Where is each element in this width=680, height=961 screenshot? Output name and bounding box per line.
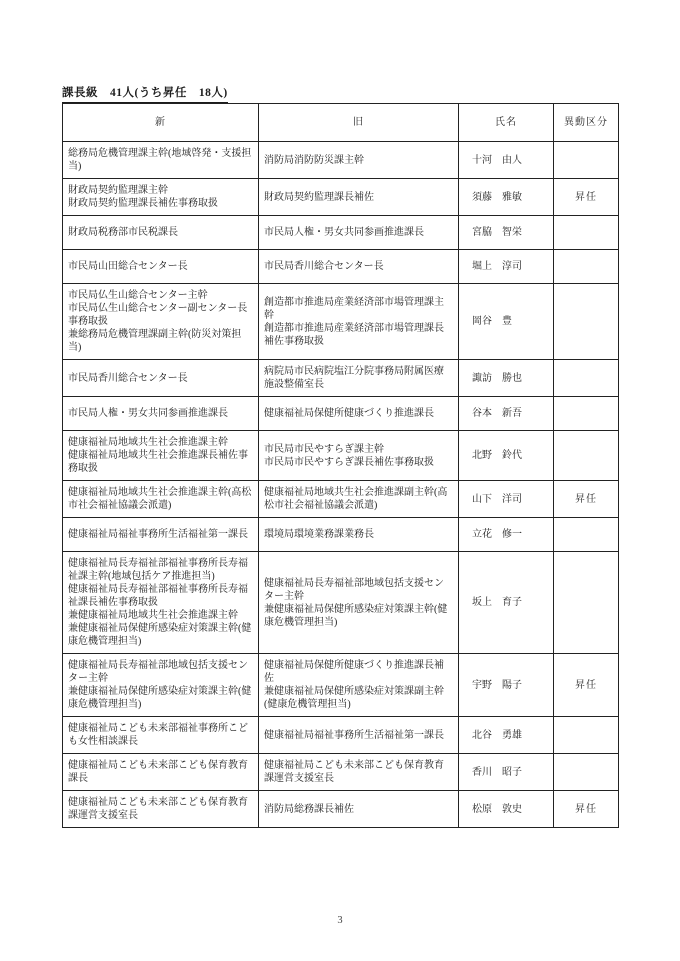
cell-old-position — [259, 360, 459, 397]
position-line: 健康福祉局長寿福祉部福祉事務所長寿福祉課主幹(地域包括ケア推進担当) — [68, 558, 248, 582]
position-line: 兼健康福祉局保健所感染症対策課主幹(健康危機管理担当) — [68, 623, 252, 647]
position-line: 財政局契約監理課主幹 — [68, 185, 168, 196]
cell-person-name: 宇野 陽子 — [459, 654, 554, 717]
header-old-position: 旧 — [259, 104, 459, 142]
position-line: 健康福祉局長寿福祉部地域包括支援センター主幹 — [68, 660, 248, 684]
position-line: 総務局危機管理課主幹(地域啓発・支援担当) — [68, 148, 252, 172]
position-line: 健康福祉局保健所健康づくり推進課長 — [264, 408, 434, 419]
cell-person-name: 諏訪 勝也 — [459, 360, 554, 397]
position-line: 市民局山田総合センター長 — [68, 261, 188, 272]
section-title: 課長級 41人(うち昇任 18人) — [62, 84, 228, 103]
cell-transfer-category — [554, 284, 619, 360]
cell-new-position — [63, 431, 259, 481]
cell-person-name: 山下 洋司 — [459, 481, 554, 518]
personnel-transfer-table — [62, 103, 619, 828]
position-line: 財政局契約監理課長補佐事務取扱 — [68, 198, 218, 209]
cell-old-position — [259, 216, 459, 250]
table-row — [63, 179, 619, 216]
position-line: 創造都市推進局産業経済部市場管理課長補佐事務取扱 — [264, 322, 444, 347]
cell-old-position — [259, 397, 459, 431]
cell-transfer-category — [554, 360, 619, 397]
cell-transfer-category: 昇任 — [554, 654, 619, 717]
position-line: 環境局環境業務課業務長 — [264, 529, 374, 540]
cell-new-position — [63, 216, 259, 250]
cell-transfer-category — [554, 717, 619, 754]
cell-transfer-category — [554, 518, 619, 552]
cell-old-position — [259, 717, 459, 754]
position-line: 健康福祉局地域共生社会推進課主幹(高松市社会福祉協議会派遣) — [68, 487, 252, 511]
table-row — [63, 717, 619, 754]
cell-transfer-category — [554, 754, 619, 791]
table-row — [63, 360, 619, 397]
cell-person-name: 谷本 新吾 — [459, 397, 554, 431]
table-row — [63, 284, 619, 360]
cell-person-name: 立花 修一 — [459, 518, 554, 552]
cell-old-position — [259, 250, 459, 284]
cell-old-position — [259, 142, 459, 179]
position-line: 健康福祉局地域共生社会推進課主幹 — [68, 437, 228, 448]
position-line: 市民局市民やすらぎ課主幹 — [264, 443, 384, 455]
cell-transfer-category: 昇任 — [554, 481, 619, 518]
cell-transfer-category: 昇任 — [554, 791, 619, 828]
header-new-position: 新 — [63, 104, 259, 142]
cell-person-name: 岡谷 豊 — [459, 284, 554, 360]
position-line: 病院局市民病院塩江分院事務局附属医療施設整備室長 — [264, 366, 444, 390]
position-line: 健康福祉局長寿福祉部地域包括支援センター主幹 — [264, 577, 444, 602]
position-line: 健康福祉局こども未来部こども保育教育課運営支援室長 — [264, 760, 444, 784]
cell-person-name: 堀上 淳司 — [459, 250, 554, 284]
cell-person-name: 宮脇 智栄 — [459, 216, 554, 250]
table-row — [63, 250, 619, 284]
table-body — [63, 142, 619, 828]
cell-new-position — [63, 754, 259, 791]
cell-new-position — [63, 481, 259, 518]
page-number: 3 — [337, 915, 343, 926]
cell-transfer-category — [554, 216, 619, 250]
cell-person-name: 坂上 育子 — [459, 552, 554, 654]
cell-new-position — [63, 654, 259, 717]
position-line: 市民局香川総合センター長 — [68, 372, 188, 384]
position-line: 健康福祉局こども未来部こども保育教育課長 — [68, 760, 248, 784]
cell-new-position — [63, 284, 259, 360]
cell-person-name: 松原 敦史 — [459, 791, 554, 828]
cell-person-name: 十河 由人 — [459, 142, 554, 179]
cell-old-position — [259, 481, 459, 518]
position-line: 健康福祉局地域共生社会推進課副主幹(高松市社会福祉協議会派遣) — [264, 487, 448, 511]
table-row — [63, 518, 619, 552]
cell-person-name: 北谷 勇雄 — [459, 717, 554, 754]
cell-old-position — [259, 431, 459, 481]
position-line: 健康福祉局長寿福祉部福祉事務所長寿福祉課長補佐事務取扱 — [68, 584, 248, 608]
position-line: 市民局市民やすらぎ課長補佐事務取扱 — [264, 456, 434, 468]
cell-transfer-category — [554, 397, 619, 431]
position-line: 財政局契約監理課長補佐 — [264, 191, 374, 203]
header-name: 氏名 — [459, 104, 554, 142]
table-row — [63, 216, 619, 250]
cell-transfer-category — [554, 431, 619, 481]
cell-new-position — [63, 397, 259, 431]
cell-transfer-category — [554, 552, 619, 654]
table-row — [63, 142, 619, 179]
cell-transfer-category: 昇任 — [554, 179, 619, 216]
position-line: 兼健康福祉局保健所感染症対策課副主幹(健康危機管理担当) — [264, 686, 444, 710]
table-row — [63, 552, 619, 654]
position-line: 兼総務局危機管理課副主幹(防災対策担当) — [68, 329, 242, 353]
cell-person-name: 北野 鈴代 — [459, 431, 554, 481]
position-line: 健康福祉局福祉事務所生活福祉第一課長 — [68, 529, 248, 540]
cell-new-position — [63, 360, 259, 397]
position-line: 健康福祉局こども未来部こども保育教育課運営支援室長 — [68, 797, 248, 821]
table-row — [63, 791, 619, 828]
cell-transfer-category — [554, 142, 619, 179]
cell-person-name: 須藤 雅敏 — [459, 179, 554, 216]
position-line: 消防局総務課長補佐 — [264, 803, 354, 815]
cell-person-name: 香川 昭子 — [459, 754, 554, 791]
position-line: 兼健康福祉局保健所感染症対策課主幹(健康危機管理担当) — [68, 686, 252, 710]
header-row — [63, 104, 619, 142]
position-line: 市民局人権・男女共同参画推進課長 — [68, 408, 228, 419]
cell-old-position — [259, 654, 459, 717]
table-header — [63, 104, 619, 142]
header-transfer-category: 異動区分 — [554, 104, 619, 142]
cell-old-position — [259, 791, 459, 828]
cell-old-position — [259, 179, 459, 216]
cell-new-position — [63, 552, 259, 654]
table-row — [63, 397, 619, 431]
position-line: 兼健康福祉局保健所感染症対策課主幹(健康危機管理担当) — [264, 603, 448, 628]
cell-old-position — [259, 552, 459, 654]
table-row — [63, 654, 619, 717]
position-line: 市民局人権・男女共同参画推進課長 — [264, 227, 424, 238]
position-line: 消防局消防防災課主幹 — [264, 154, 364, 166]
cell-new-position — [63, 179, 259, 216]
cell-new-position — [63, 142, 259, 179]
position-line: 健康福祉局福祉事務所生活福祉第一課長 — [264, 729, 444, 741]
cell-new-position — [63, 717, 259, 754]
position-line: 兼健康福祉局地域共生社会推進課主幹 — [68, 610, 238, 621]
cell-transfer-category — [554, 250, 619, 284]
position-line: 健康福祉局保健所健康づくり推進課長補佐 — [264, 660, 444, 684]
cell-old-position — [259, 284, 459, 360]
table-row — [63, 431, 619, 481]
position-line: 健康福祉局こども未来部福祉事務所こども女性相談課長 — [68, 723, 248, 747]
position-line: 財政局税務部市民税課長 — [68, 227, 178, 238]
cell-new-position — [63, 250, 259, 284]
position-line: 創造都市推進局産業経済部市場管理課主幹 — [264, 296, 444, 321]
cell-new-position — [63, 518, 259, 552]
table-row — [63, 481, 619, 518]
cell-old-position — [259, 754, 459, 791]
position-line: 健康福祉局地域共生社会推進課長補佐事務取扱 — [68, 450, 248, 474]
position-line: 市民局仏生山総合センター副センター長事務取扱 — [68, 303, 248, 327]
cell-new-position — [63, 791, 259, 828]
cell-old-position — [259, 518, 459, 552]
table-row — [63, 754, 619, 791]
position-line: 市民局仏生山総合センター主幹 — [68, 290, 208, 301]
position-line: 市民局香川総合センター長 — [264, 261, 384, 272]
